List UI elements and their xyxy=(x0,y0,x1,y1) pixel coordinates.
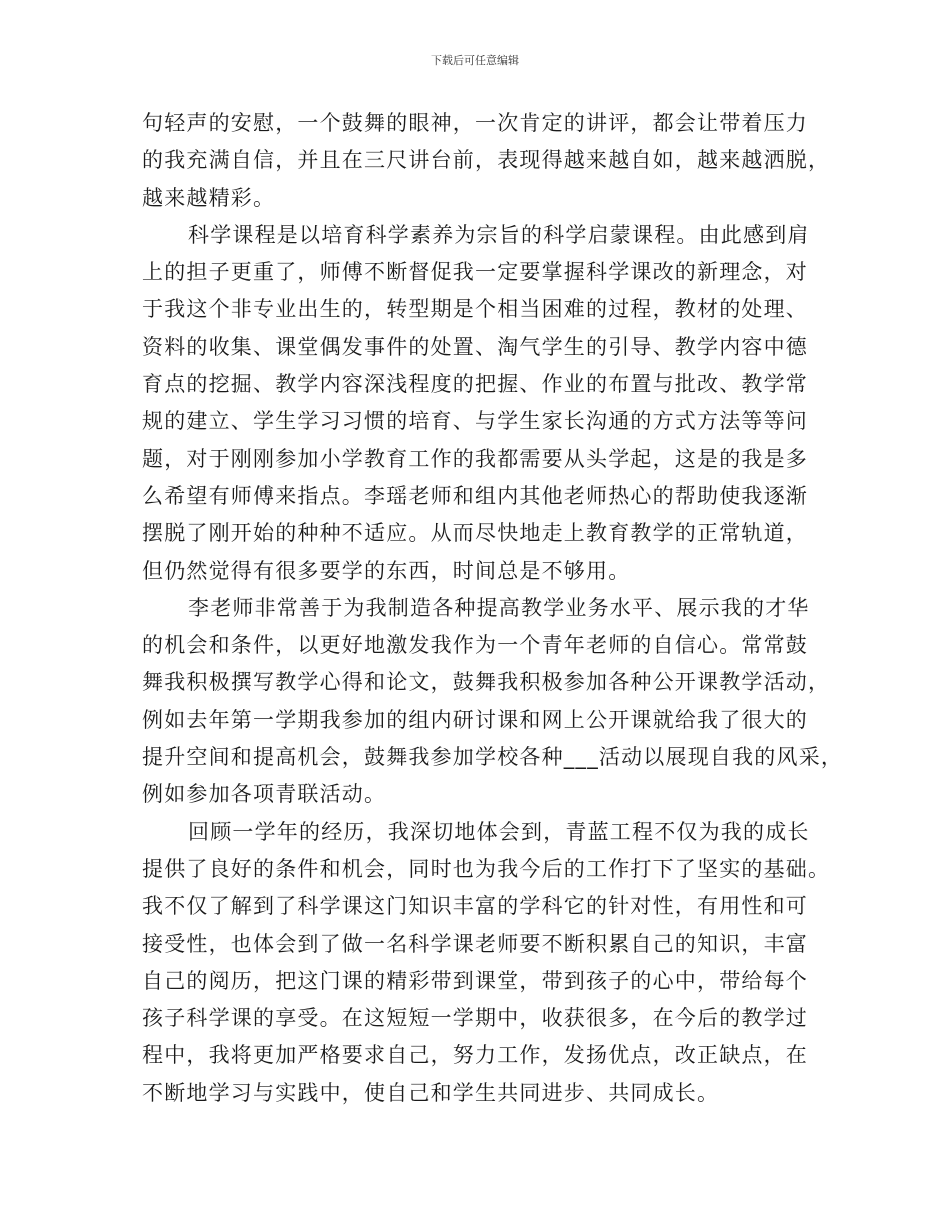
text-line: 科学课程是以培育科学素养为宗旨的科学启蒙课程。由此感到肩 xyxy=(188,222,810,247)
text-line: 不断地学习与实践中，使自己和学生共同进步、共同成长。 xyxy=(142,1080,720,1105)
text-line: 么希望有师傅来指点。李瑶老师和组内其他老师热心的帮助使我逐渐 xyxy=(142,483,808,508)
text-line: 的机会和条件，以更好地激发我作为一个青年老师的自信心。常常鼓 xyxy=(142,633,808,658)
text-line: 提升空间和提高机会，鼓舞我参加学校各种___活动以展现自我的风采， xyxy=(142,745,844,770)
text-line: 舞我积极撰写教学心得和论文，鼓舞我积极参加各种公开课教学活动， xyxy=(142,670,831,695)
text-line: 育点的挖掘、教学内容深浅程度的把握、作业的布置与批改、教学常 xyxy=(142,372,808,397)
text-line: 提供了良好的条件和机会，同时也为我今后的工作打下了坚实的基础。 xyxy=(142,856,831,881)
text-line: 我不仅了解到了科学课这门知识丰富的学科它的针对性，有用性和可 xyxy=(142,894,808,919)
text-line: 句轻声的安慰，一个鼓舞的眼神，一次肯定的讲评，都会让带着压力 xyxy=(142,111,808,135)
text-line: 李老师非常善于为我制造各种提高教学业务水平、展示我的才华 xyxy=(188,595,810,620)
text-line: 例如参加各项青联活动。 xyxy=(142,782,387,807)
text-line: 例如去年第一学期我参加的组内研讨课和网上公开课就给我了很大的 xyxy=(142,707,808,732)
text-line: 越来越精彩。 xyxy=(142,185,276,210)
text-line: 的我充满自信，并且在三尺讲台前，表现得越来越自如，越来越洒脱， xyxy=(142,148,831,173)
text-line: 规的建立、学生学习习惯的培育、与学生家长沟通的方式方法等等问 xyxy=(142,409,808,434)
document-body xyxy=(142,105,844,1112)
text-line: 回顾一学年的经历，我深切地体会到，青蓝工程不仅为我的成长 xyxy=(188,819,810,844)
text-line: 于我这个非专业出生的，转型期是个相当困难的过程，教材的处理、 xyxy=(142,297,808,322)
text-line: 上的担子更重了，师傅不断督促我一定要掌握科学课改的新理念，对 xyxy=(142,260,808,285)
page-header: 下载后可任意编辑 xyxy=(431,54,519,67)
text-line: 题，对于刚刚参加小学教育工作的我都需要从头学起，这是的我是多 xyxy=(142,446,808,471)
text-line: 接受性，也体会到了做一名科学课老师要不断积累自己的知识，丰富 xyxy=(142,931,808,956)
text-line: 自己的阅历，把这门课的精彩带到课堂，带到孩子的心中，带给每个 xyxy=(142,968,808,993)
text-line: 程中，我将更加严格要求自己，努力工作，发扬优点，改正缺点，在 xyxy=(142,1043,808,1068)
text-line: 孩子科学课的享受。在这短短一学期中，收获很多，在今后的教学过 xyxy=(142,1006,808,1031)
text-line: 资料的收集、课堂偶发事件的处置、淘气学生的引导、教学内容中德 xyxy=(142,334,808,359)
text-line: 摆脱了刚开始的种种不适应。从而尽快地走上教育教学的正常轨道， xyxy=(142,521,808,546)
text-line: 但仍然觉得有很多要学的东西，时间总是不够用。 xyxy=(142,558,631,583)
